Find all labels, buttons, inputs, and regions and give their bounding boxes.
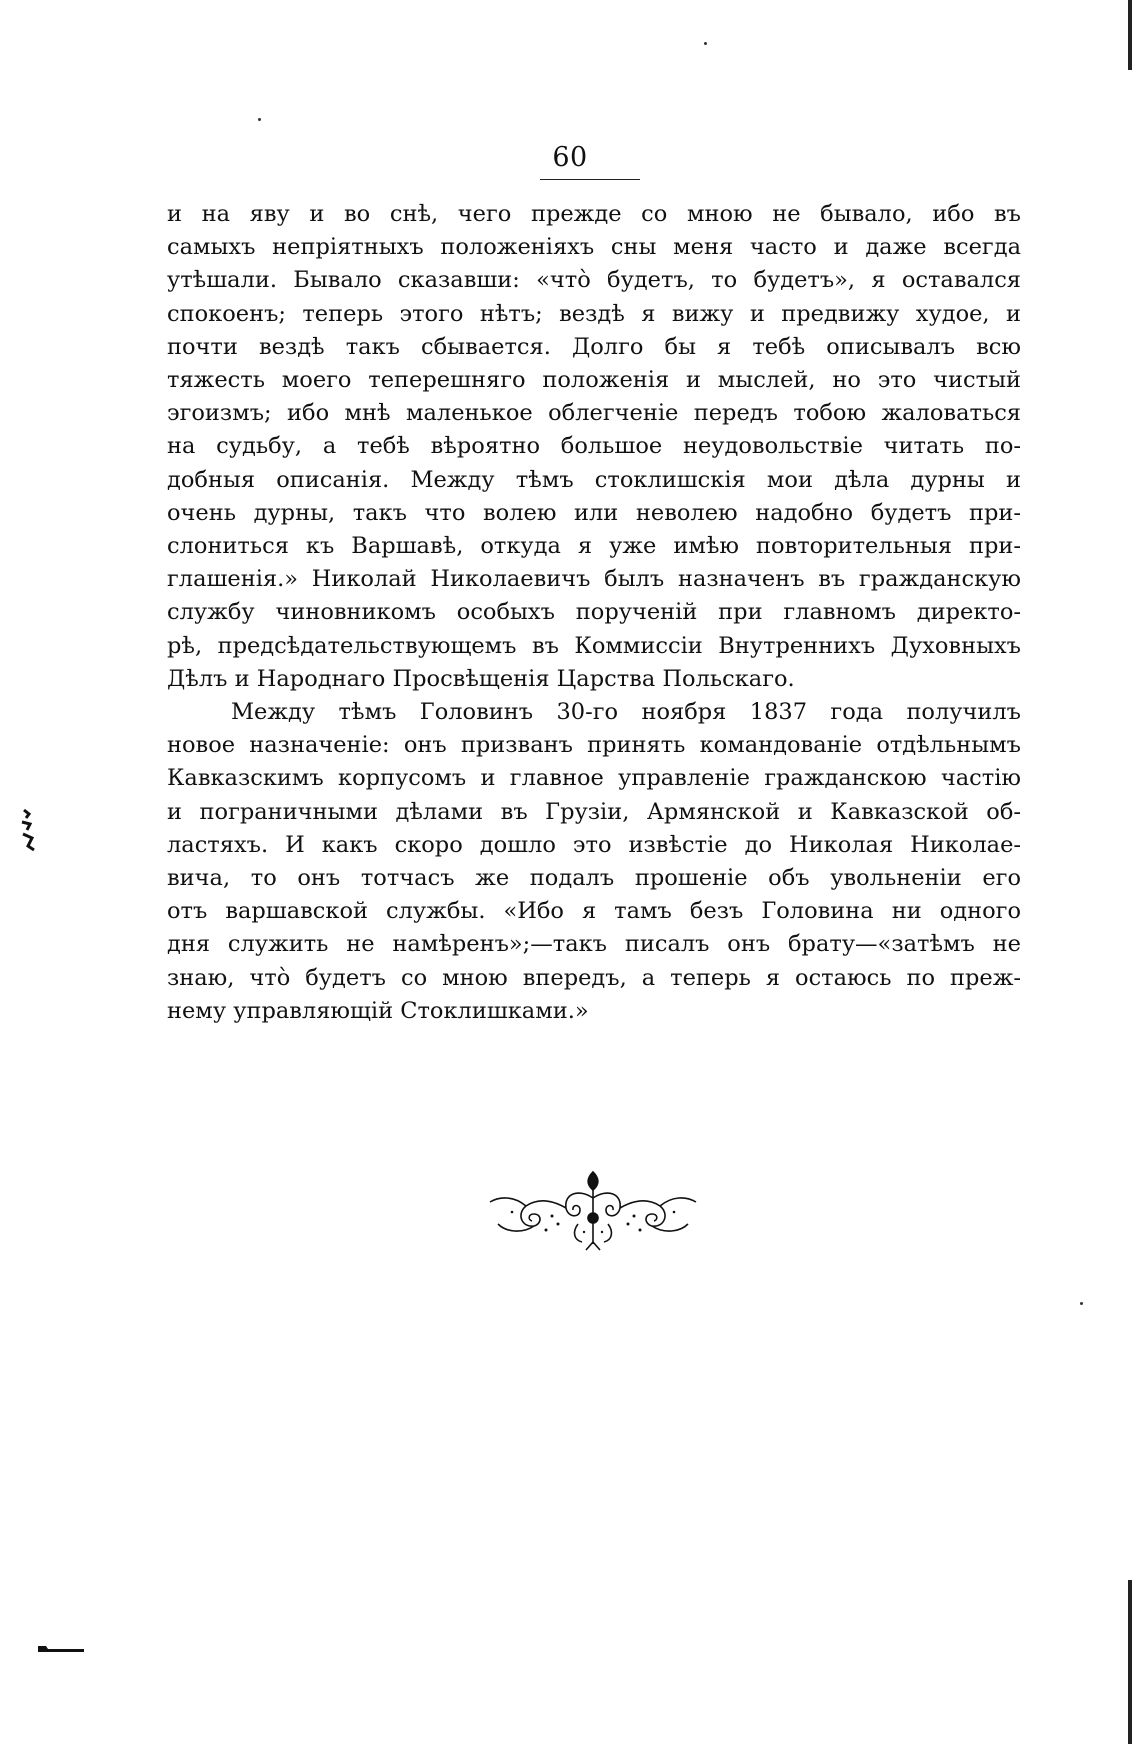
text-line: глашенія.» Николай Николаевичъ былъ назначенъ въ гражданскую xyxy=(167,566,1021,593)
text-line: службу чиновникомъ особыхъ порученій при главномъ директо- xyxy=(167,599,1021,626)
text-line: Кавказскимъ корпусомъ и главное управленіе гражданскою частію xyxy=(167,765,1021,792)
text-line: дня служить не намѣренъ»;—такъ писалъ онъ брату—«затѣмъ не xyxy=(167,931,1021,958)
text-line: новое назначеніе: онъ призванъ принять командованіе отдѣльнымъ xyxy=(167,732,1021,759)
floral-vignette-icon xyxy=(482,1168,704,1252)
text-line: и на яву и во снѣ, чего прежде со мною не бывало, ибо въ xyxy=(167,201,1021,227)
scan-speck xyxy=(704,42,707,45)
text-line: на судьбу, а тебѣ вѣроятно большое неудовольствіе читать по- xyxy=(167,433,1021,460)
header-rule xyxy=(540,179,640,180)
text-line: нему управляющій Стоклишками.» xyxy=(167,997,589,1024)
text-line: отъ варшавской службы. «Ибо я тамъ безъ Головина ни одного xyxy=(167,898,1021,925)
text-line: и пограничными дѣлами въ Грузіи, Армянской и Кавказской об- xyxy=(167,798,1021,825)
scan-speck xyxy=(258,118,261,121)
page-number: 60 xyxy=(552,142,588,173)
text-line: Между тѣмъ Головинъ 30-го ноября 1837 года получилъ xyxy=(231,699,1021,726)
text-line: слониться къ Варшавѣ, откуда я уже имѣю повторительныя при- xyxy=(167,533,1021,560)
text-line: знаю, что̀ будетъ со мною впередъ, а теперь я остаюсь по преж- xyxy=(167,964,1021,991)
text-line: утѣшали. Бывало сказавши: «что̀ будетъ, то будетъ», я оставался xyxy=(167,267,1021,294)
text-line: очень дурны, такъ что волею или неволею надобно будетъ при- xyxy=(167,499,1021,526)
scan-edge-shadow xyxy=(1128,0,1132,1744)
scan-mark-icon xyxy=(38,1643,84,1653)
text-line: самыхъ непріятныхъ положеніяхъ сны меня часто и даже всегда xyxy=(167,234,1021,261)
text-line: Дѣлъ и Народнаго Просвѣщенія Царства Польскаго. xyxy=(167,665,795,692)
text-line: тяжесть моего теперешняго положенія и мыслей, но это чистый xyxy=(167,367,1021,394)
body-text xyxy=(167,198,1021,1028)
scan-speck xyxy=(1080,1302,1083,1305)
text-line: эгоизмъ; ибо мнѣ маленькое облегченіе передъ тобою жаловаться xyxy=(167,400,1021,427)
scan-mark-icon xyxy=(20,808,38,852)
text-line: добныя описанія. Между тѣмъ стоклишскія мои дѣла дурны и xyxy=(167,466,1021,493)
text-line: вича, то онъ тотчасъ же подалъ прошеніе объ увольненіи его xyxy=(167,865,1021,892)
text-line: спокоенъ; теперь этого нѣтъ; вездѣ я вижу и предвижу худое, и xyxy=(167,300,1021,327)
text-line: ластяхъ. И какъ скоро дошло это извѣстіе до Николая Николае- xyxy=(167,831,1021,858)
text-line: рѣ, предсѣдательствующемъ въ Коммиссіи Внутреннихъ Духовныхъ xyxy=(167,632,1021,659)
text-line: почти вездѣ такъ сбывается. Долго бы я тебѣ описывалъ всю xyxy=(167,333,1021,360)
